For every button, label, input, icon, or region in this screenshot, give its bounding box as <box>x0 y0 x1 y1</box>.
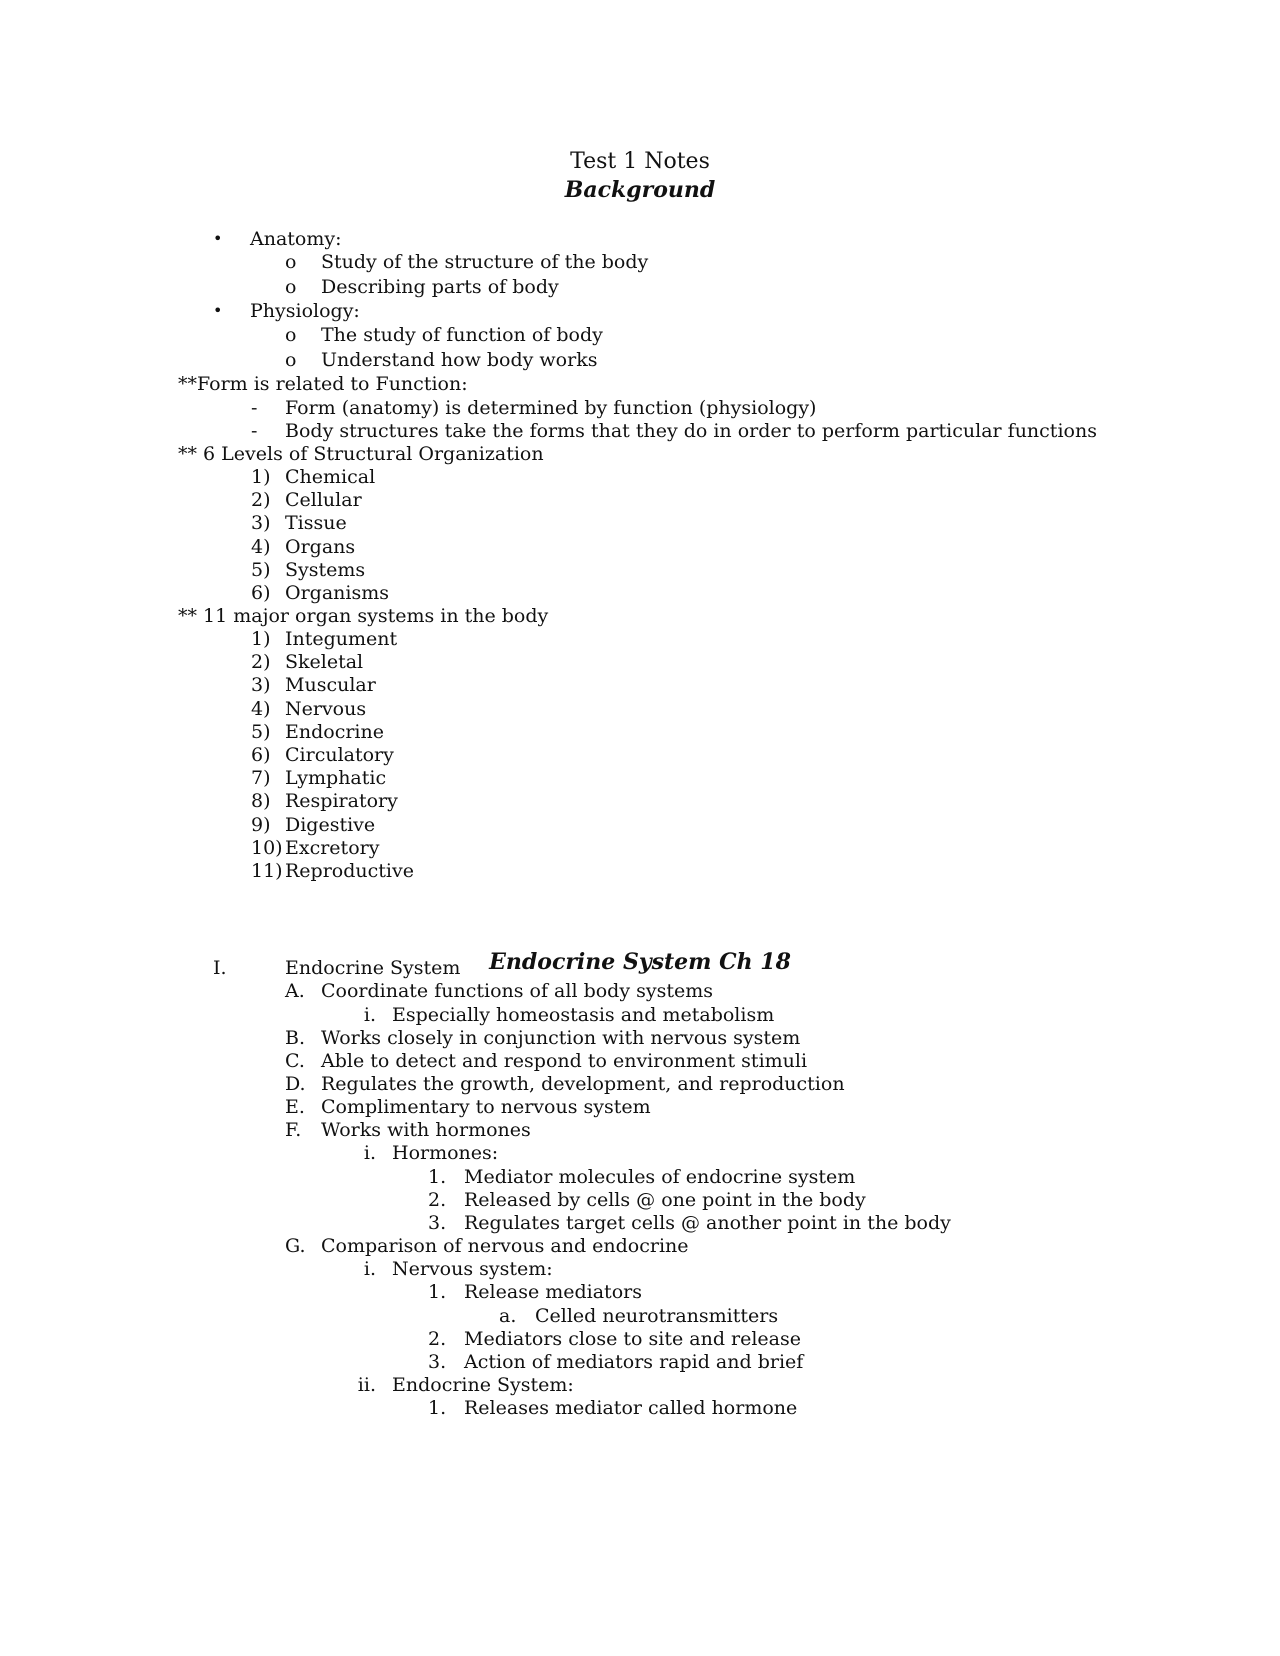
outline-item: Works with hormones <box>321 1119 531 1141</box>
list-number: 5) <box>251 558 271 581</box>
list-item: Excretory <box>285 836 380 859</box>
list-number: 4) <box>251 697 271 720</box>
outline-item: Mediators close to site and release <box>464 1328 801 1350</box>
list-number: 11) <box>251 860 283 882</box>
outline-marker: E. <box>285 1096 305 1118</box>
list-item: Organs <box>285 535 356 558</box>
list-number: 5) <box>251 720 271 743</box>
dash-marker: - <box>251 420 258 442</box>
list-number: 9) <box>251 813 271 836</box>
outline-item: Especially homeostasis and metabolism <box>392 1004 775 1026</box>
sub-bullet-marker: o <box>285 324 297 346</box>
list-item: The study of function of body <box>321 324 603 346</box>
outline-item: Comparison of nervous and endocrine <box>321 1235 689 1257</box>
form-function-heading: **Form is related to Function: <box>178 373 468 395</box>
list-item: Systems <box>285 558 366 581</box>
list-item: Reproductive <box>285 860 414 882</box>
outline-marker: 1. <box>428 1166 447 1188</box>
outline-marker: i. <box>363 1004 376 1026</box>
list-item: Chemical <box>285 466 376 488</box>
dash-marker: - <box>251 397 258 419</box>
outline-item: Endocrine System <box>285 957 461 979</box>
list-number: 3) <box>251 674 271 697</box>
outline-item: Regulates target cells @ another point in the body <box>464 1212 951 1234</box>
outline-item: Mediator molecules of endocrine system <box>464 1166 856 1188</box>
outline-item: Able to detect and respond to environment stimuli <box>321 1050 808 1072</box>
outline-marker: 1. <box>428 1397 447 1419</box>
outline-marker: F. <box>285 1119 302 1141</box>
sub-bullet-marker: o <box>285 276 297 298</box>
outline-marker: A. <box>285 980 305 1002</box>
outline-item: Action of mediators rapid and brief <box>464 1351 804 1373</box>
list-number: 1) <box>251 628 271 650</box>
outline-marker: i. <box>363 1142 376 1164</box>
document-title: Test 1 Notes <box>570 149 710 174</box>
outline-marker: B. <box>285 1027 306 1049</box>
outline-item: Coordinate functions of all body systems <box>321 980 713 1002</box>
outline-item: Hormones: <box>392 1142 499 1164</box>
organ-systems-heading: ** 11 major organ systems in the body <box>178 605 549 627</box>
outline-marker: i. <box>363 1258 376 1280</box>
sub-bullet-marker: o <box>285 251 297 273</box>
list-item: Digestive <box>285 813 376 836</box>
list-item: Lymphatic <box>285 767 387 790</box>
outline-item: Celled neurotransmitters <box>535 1305 779 1327</box>
list-item: Body structures take the forms that they do in order to perform particular functions <box>285 420 1097 442</box>
list-item: Tissue <box>285 512 347 535</box>
outline-item: Endocrine System: <box>392 1374 574 1396</box>
list-item: Circulatory <box>285 744 394 766</box>
list-number: 6) <box>251 744 271 766</box>
list-item: Nervous <box>285 697 367 720</box>
outline-marker: 2. <box>428 1189 447 1211</box>
outline-marker: C. <box>285 1050 305 1072</box>
list-item: Endocrine <box>285 720 384 743</box>
outline-marker: 2. <box>428 1328 447 1350</box>
section-heading-background: Background <box>564 177 716 203</box>
list-item: Respiratory <box>285 790 398 813</box>
physiology-label: Physiology: <box>250 300 360 322</box>
outline-item: Nervous system: <box>392 1258 553 1280</box>
outline-item: Released by cells @ one point in the body <box>464 1189 866 1211</box>
outline-item: Release mediators <box>464 1281 642 1303</box>
outline-marker: 3. <box>428 1351 447 1373</box>
bullet-marker: • <box>213 301 223 320</box>
list-item: Skeletal <box>285 651 364 674</box>
anatomy-label: Anatomy: <box>250 228 342 250</box>
outline-marker: a. <box>499 1305 517 1327</box>
outline-item: Releases mediator called hormone <box>464 1397 798 1419</box>
list-number: 8) <box>251 790 271 813</box>
list-item: Form (anatomy) is determined by function (physiology) <box>285 397 817 419</box>
bullet-marker: • <box>213 229 223 248</box>
list-item: Describing parts of body <box>321 276 559 298</box>
levels-heading: ** 6 Levels of Structural Organization <box>178 443 544 465</box>
list-number: 7) <box>251 767 271 790</box>
sub-bullet-marker: o <box>285 349 297 371</box>
list-number: 4) <box>251 535 271 558</box>
list-number: 10) <box>251 836 283 859</box>
list-item: Integument <box>285 628 398 650</box>
outline-item: Works closely in conjunction with nervous system <box>321 1027 801 1049</box>
list-item: Cellular <box>285 489 362 512</box>
outline-marker: 1. <box>428 1281 447 1303</box>
list-number: 3) <box>251 512 271 535</box>
outline-marker: ii. <box>357 1374 376 1396</box>
section-heading-endocrine: Endocrine System Ch 18 <box>489 949 791 975</box>
outline-marker: G. <box>285 1235 306 1257</box>
list-item: Study of the structure of the body <box>321 251 649 273</box>
list-item: Muscular <box>285 674 376 697</box>
list-item: Understand how body works <box>321 349 598 371</box>
list-item: Organisms <box>285 582 389 604</box>
outline-marker: D. <box>285 1073 306 1095</box>
outline-item: Regulates the growth, development, and reproduction <box>321 1073 845 1095</box>
outline-marker: I. <box>213 957 227 979</box>
list-number: 2) <box>251 651 271 674</box>
outline-item: Complimentary to nervous system <box>321 1096 651 1118</box>
list-number: 1) <box>251 466 271 488</box>
list-number: 6) <box>251 582 271 604</box>
outline-marker: 3. <box>428 1212 447 1234</box>
list-number: 2) <box>251 489 271 512</box>
